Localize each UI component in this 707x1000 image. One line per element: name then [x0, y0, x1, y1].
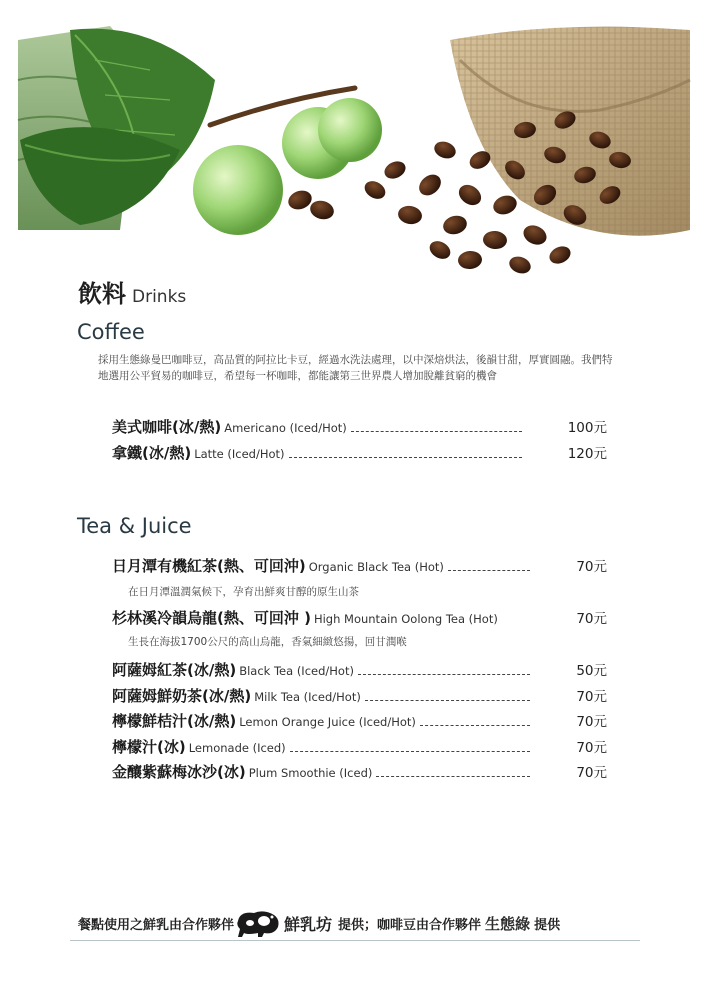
dashed-leader — [351, 431, 522, 432]
item-price: 70元 — [576, 740, 607, 756]
item-name-zh: 日月潭有機紅茶(熱、可回沖) — [112, 557, 306, 575]
hero-illustration — [0, 0, 707, 290]
dashed-leader — [358, 674, 530, 675]
item-price: 50元 — [576, 663, 607, 679]
item-name-zh: 美式咖啡(冰/熱) — [112, 418, 222, 436]
menu-row-organic-black-tea — [112, 555, 607, 577]
footer-text-1: 餐點使用之鮮乳由合作夥伴 — [78, 917, 235, 933]
section-heading-tea-juice: Tea & Juice — [77, 514, 192, 538]
item-note: 生長在海拔1700公尺的高山烏龍，香氣細緻悠揚，回甘潤喉 — [128, 636, 407, 648]
menu-row-latte — [112, 442, 607, 464]
item-name-en: Plum Smoothie (Iced) — [248, 766, 373, 780]
item-name-en: Lemon Orange Juice (Iced/Hot) — [239, 715, 416, 729]
item-price: 70元 — [576, 714, 607, 730]
okogreen-logo-icon: 生態綠 — [485, 914, 531, 933]
menu-row-black-tea — [112, 659, 607, 681]
footer-credits — [78, 905, 638, 941]
dashed-leader — [448, 570, 530, 571]
burlap-sack-icon — [450, 27, 690, 236]
item-price: 70元 — [576, 765, 607, 781]
item-price: 70元 — [576, 611, 607, 627]
item-name-en: Black Tea (Iced/Hot) — [239, 664, 354, 678]
item-name-en: Latte (Iced/Hot) — [194, 447, 285, 461]
page-title — [78, 274, 186, 309]
item-name-en: Milk Tea (Iced/Hot) — [254, 690, 361, 704]
item-name-en: Americano (Iced/Hot) — [224, 421, 347, 435]
item-name-zh: 金釀紫蘇梅冰沙(冰) — [112, 763, 246, 781]
menu-row-milk-tea — [112, 685, 607, 707]
dashed-leader — [365, 700, 531, 701]
menu-row-americano — [112, 416, 607, 438]
menu-row-plum-smoothie — [112, 761, 607, 783]
item-name-zh: 阿薩姆鮮奶茶(冰/熱) — [112, 687, 252, 705]
item-name-zh: 杉林溪冷韻烏龍(熱、可回沖 ) — [112, 609, 311, 627]
item-name-en: High Mountain Oolong Tea (Hot) — [313, 612, 498, 626]
menu-row-lemonade — [112, 736, 607, 758]
dashed-leader — [289, 457, 522, 458]
item-price: 70元 — [576, 689, 607, 705]
cow-logo-icon — [234, 907, 282, 939]
footer-divider — [70, 940, 640, 941]
item-name-zh: 阿薩姆紅茶(冰/熱) — [112, 661, 237, 679]
title-en: Drinks — [132, 287, 187, 307]
title-zh: 飲料 — [78, 280, 126, 308]
item-name-zh: 拿鐵(冰/熱) — [112, 444, 192, 462]
green-plum-icon — [318, 98, 382, 162]
section-heading-coffee: Coffee — [77, 320, 145, 344]
green-plum-icon — [193, 145, 283, 235]
item-name-en: Organic Black Tea (Hot) — [308, 560, 444, 574]
item-name-zh: 檸檬鮮桔汁(冰/熱) — [112, 712, 237, 730]
item-price: 70元 — [576, 559, 607, 575]
footer-text-2: 提供；咖啡豆由合作夥伴 — [338, 917, 482, 933]
coffee-description: 採用生態綠曼巴咖啡豆，高品質的阿拉比卡豆，經過水洗法處理，以中深焙烘法，後韻甘甜，厚實圓融。我們特地選用公平貿易的咖啡豆，希望每一杯咖啡，都能讓第三世界農人增加脫離貧窮的機會 — [98, 354, 613, 382]
dashed-leader — [376, 776, 530, 777]
brand-fresh-milk: 鮮乳坊 — [284, 914, 333, 934]
menu-row-oolong-tea — [112, 607, 607, 629]
item-name-zh: 檸檬汁(冰) — [112, 738, 186, 756]
item-note: 在日月潭溫潤氣候下，孕育出鮮爽甘醇的原生山茶 — [128, 586, 359, 598]
item-price: 120元 — [567, 446, 607, 462]
footer-text-3: 提供 — [534, 917, 561, 933]
item-price: 100元 — [567, 420, 607, 436]
menu-row-lemon-orange-juice — [112, 710, 607, 732]
dashed-leader — [420, 725, 530, 726]
dashed-leader — [290, 751, 531, 752]
item-name-en: Lemonade (Iced) — [188, 741, 286, 755]
